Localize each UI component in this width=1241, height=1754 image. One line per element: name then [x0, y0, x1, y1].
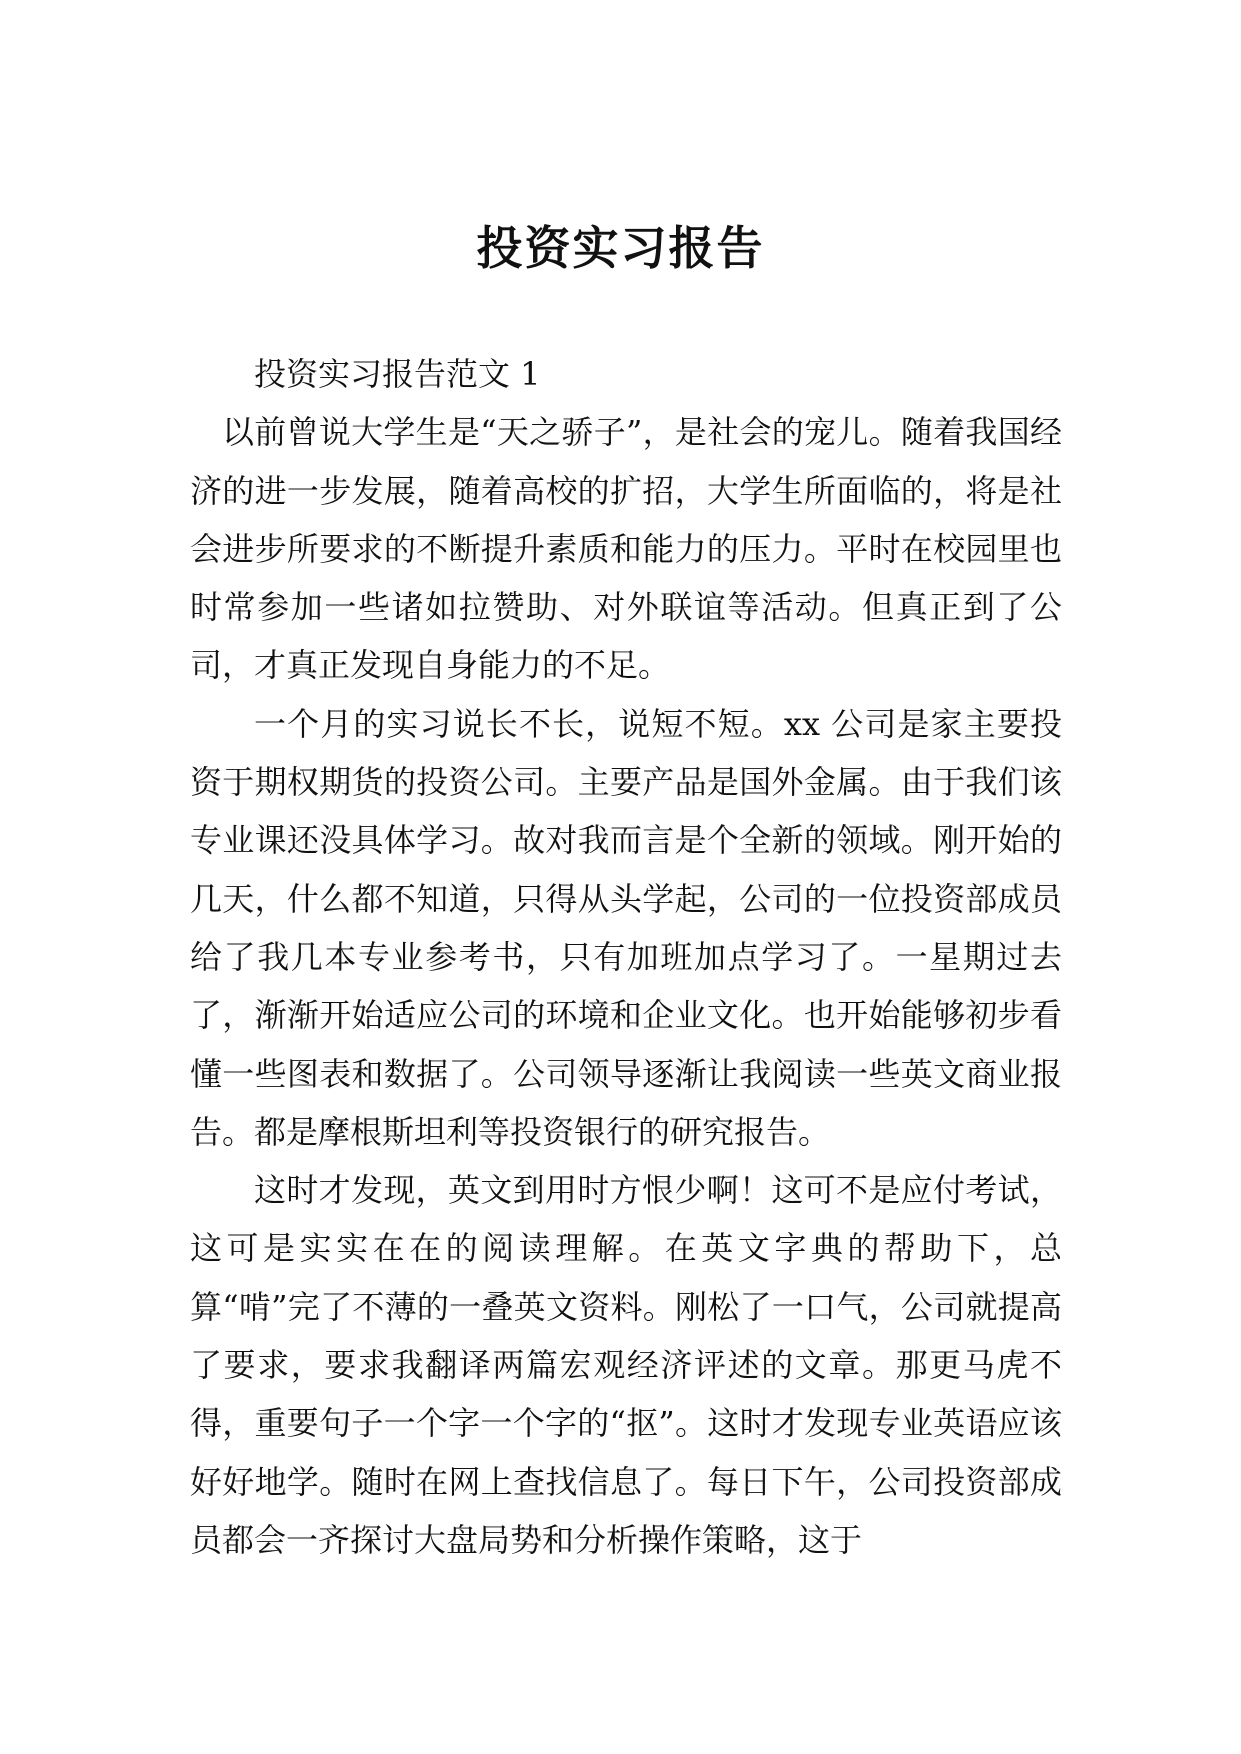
paragraph-2: 一个月的实习说长不长，说短不短。xx 公司是家主要投资于期权期货的投资公司。主要产品是国外金属。由于我们该专业课还没具体学习。故对我而言是个全新的领域。刚开始的几天，什么都不知道，只得从头学起，公司的一位投资部成员给了我几本专业参考书，只有加班加点学习了。一星期过去了，渐渐开始适应公司的环境和企业文化。也开始能够初步看懂一些图表和数据了。公司领导逐渐让我阅读一些英文商业报告。都是摩根斯坦利等投资银行的研究报告。 — [190, 704, 1062, 1151]
document-body — [190, 345, 1062, 1569]
document-title: 投资实习报告 — [476, 221, 765, 275]
section-heading: 投资实习报告范文 1 — [254, 355, 541, 393]
paragraph-3: 这时才发现，英文到用时方恨少啊！这可不是应付考试，这可是实实在在的阅读理解。在英文字典的帮助下，总算“啃”完了不薄的一叠英文资料。刚松了一口气，公司就提高了要求，要求我翻译两篇宏观经济评述的文章。那更马虎不得，重要句子一个字一个字的“抠”。这时才发现专业英语应该好好地学。随时在网上查找信息了。每日下午，公司投资部成员都会一齐探讨大盘局势和分析操作策略，这于 — [190, 1171, 1062, 1559]
paragraph-1: 以前曾说大学生是“天之骄子”，是社会的宠儿。随着我国经济的进一步发展，随着高校的扩招，大学生所面临的，将是社会进步所要求的不断提升素质和能力的压力。平时在校园里也时常参加一些诸如拉赞助、对外联谊等活动。但真正到了公司，才真正发现自身能力的不足。 — [190, 413, 1062, 685]
